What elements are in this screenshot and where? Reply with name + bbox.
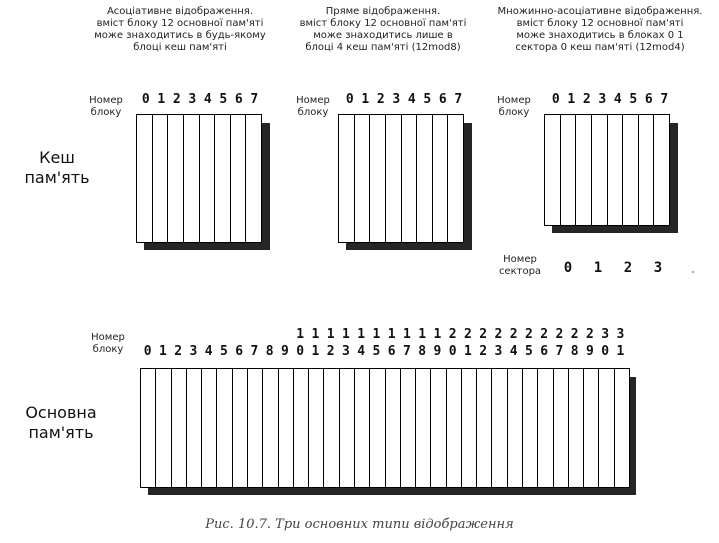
- cache-block: [386, 115, 402, 242]
- main-ones-digit: 1: [616, 344, 625, 359]
- cache-block: [639, 115, 655, 225]
- memory-block: [355, 369, 370, 487]
- associative-digit: 6: [234, 92, 243, 107]
- main-tens-digit: 2: [494, 327, 503, 342]
- direct-block-digits: [342, 92, 466, 107]
- main-tens-digit: 2: [540, 327, 549, 342]
- set-assoc-digit: 6: [644, 92, 653, 107]
- memory-block: [217, 369, 232, 487]
- main-tens-digit: [232, 327, 247, 342]
- cache-block: [215, 115, 231, 242]
- sector-digit: 3: [653, 260, 663, 276]
- cache-block: [417, 115, 433, 242]
- main-ones-digit: 5: [372, 344, 381, 359]
- main-ones-digit: 9: [280, 344, 289, 359]
- main-ones-digit: 0: [448, 344, 457, 359]
- figure-caption: Рис. 10.7. Три основних типи відображення: [205, 517, 514, 532]
- memory-block: [523, 369, 538, 487]
- memory-block: [508, 369, 523, 487]
- main-ones-digit: 4: [204, 344, 213, 359]
- cache-block: [433, 115, 449, 242]
- set-assoc-cache-blocks: [544, 114, 670, 226]
- main-ones-digit: 2: [479, 344, 488, 359]
- memory-block: [248, 369, 263, 487]
- sector-number-label: Номер сектора: [498, 254, 542, 277]
- main-tens-digit: 2: [555, 327, 564, 342]
- cache-block: [608, 115, 624, 225]
- main-tens-digit: [140, 327, 155, 342]
- set-assoc-block-number-label: Номер блоку: [497, 95, 531, 118]
- main-ones-digit: 4: [357, 344, 366, 359]
- set-assoc-digit: 1: [567, 92, 576, 107]
- memory-block: [156, 369, 171, 487]
- main-ones-digit: 1: [311, 344, 320, 359]
- direct-digit: 7: [454, 92, 463, 107]
- memory-block: [615, 369, 629, 487]
- main-tens-digit: 1: [311, 327, 320, 342]
- associative-digit: 2: [172, 92, 181, 107]
- main-ones-digit: 2: [174, 344, 183, 359]
- main-ones-digit: 0: [296, 344, 305, 359]
- main-block-ones-digits: [140, 344, 628, 359]
- associative-digit: 3: [188, 92, 197, 107]
- main-tens-digit: 1: [296, 327, 305, 342]
- main-tens-digit: 1: [418, 327, 427, 342]
- main-tens-digit: 3: [601, 327, 610, 342]
- cache-block: [246, 115, 261, 242]
- cache-block: [370, 115, 386, 242]
- main-tens-digit: [155, 327, 170, 342]
- set-assoc-digit: 3: [598, 92, 607, 107]
- memory-block: [141, 369, 156, 487]
- main-tens-digit: 1: [372, 327, 381, 342]
- memory-block: [538, 369, 553, 487]
- cache-block: [402, 115, 418, 242]
- main-ones-digit: 7: [402, 344, 411, 359]
- cache-block: [231, 115, 247, 242]
- main-tens-digit: 2: [509, 327, 518, 342]
- memory-block: [492, 369, 507, 487]
- main-tens-digit: 1: [326, 327, 335, 342]
- associative-digit: 5: [219, 92, 228, 107]
- set-assoc-block-digits: [548, 92, 672, 107]
- main-ones-digit: 5: [524, 344, 533, 359]
- main-ones-digit: 8: [570, 344, 579, 359]
- set-assoc-digit: 4: [613, 92, 622, 107]
- sector-digit: 1: [593, 260, 603, 276]
- memory-block: [431, 369, 446, 487]
- memory-block: [477, 369, 492, 487]
- direct-digit: 1: [361, 92, 370, 107]
- set-associative-mapping-title: Множинно-асоціативне відображення. вміст блоку 12 основної пам'яті може знаходитись в блоках 0 1 сектора 0 кеш пам'яті (12mod4): [497, 6, 703, 53]
- main-ones-digit: 5: [219, 344, 228, 359]
- memory-block: [187, 369, 202, 487]
- main-tens-digit: 1: [357, 327, 366, 342]
- main-tens-digit: [201, 327, 216, 342]
- associative-digit: 7: [250, 92, 259, 107]
- cache-block: [137, 115, 153, 242]
- sector-digit: 0: [563, 260, 573, 276]
- main-ones-digit: 1: [158, 344, 167, 359]
- main-tens-digit: 2: [448, 327, 457, 342]
- set-assoc-digit: 0: [551, 92, 560, 107]
- main-memory-blocks: [140, 368, 630, 488]
- cache-block: [654, 115, 669, 225]
- cache-block: [184, 115, 200, 242]
- main-ones-digit: 8: [265, 344, 274, 359]
- memory-block: [447, 369, 462, 487]
- cache-block: [561, 115, 577, 225]
- main-tens-digit: 1: [402, 327, 411, 342]
- main-ones-digit: 8: [418, 344, 427, 359]
- cache-block: [448, 115, 463, 242]
- cache-memory-label: Кеш пам'ять: [24, 148, 90, 187]
- memory-block: [462, 369, 477, 487]
- main-ones-digit: 4: [509, 344, 518, 359]
- main-block-tens-digits: [140, 327, 628, 342]
- sector-digit: 2: [623, 260, 633, 276]
- main-tens-digit: [262, 327, 277, 342]
- main-memory-label: Основна пам'ять: [25, 403, 97, 442]
- associative-digit: 0: [141, 92, 150, 107]
- memory-block: [233, 369, 248, 487]
- main-tens-digit: 1: [433, 327, 442, 342]
- set-assoc-digit: 5: [629, 92, 638, 107]
- direct-digit: 5: [423, 92, 432, 107]
- memory-block: [309, 369, 324, 487]
- cache-block: [592, 115, 608, 225]
- direct-digit: 4: [407, 92, 416, 107]
- associative-digit: 4: [203, 92, 212, 107]
- direct-digit: 6: [438, 92, 447, 107]
- main-tens-digit: 3: [616, 327, 625, 342]
- memory-block: [386, 369, 401, 487]
- memory-block: [401, 369, 416, 487]
- memory-block: [416, 369, 431, 487]
- main-tens-digit: [247, 327, 262, 342]
- memory-block: [569, 369, 584, 487]
- memory-block: [202, 369, 217, 487]
- direct-digit: 0: [345, 92, 354, 107]
- main-ones-digit: 6: [540, 344, 549, 359]
- associative-digit: 1: [157, 92, 166, 107]
- main-ones-digit: 6: [387, 344, 396, 359]
- main-ones-digit: 7: [555, 344, 564, 359]
- main-ones-digit: 9: [585, 344, 594, 359]
- direct-block-number-label: Номер блоку: [296, 95, 330, 118]
- direct-digit: 2: [376, 92, 385, 107]
- main-tens-digit: [186, 327, 201, 342]
- main-tens-digit: 2: [479, 327, 488, 342]
- main-tens-digit: [171, 327, 186, 342]
- main-tens-digit: [277, 327, 292, 342]
- main-tens-digit: 2: [570, 327, 579, 342]
- memory-block: [599, 369, 614, 487]
- associative-block-number-label: Номер блоку: [89, 95, 123, 118]
- set-assoc-digit: 7: [660, 92, 669, 107]
- direct-cache-blocks: [338, 114, 464, 243]
- memory-block: [294, 369, 309, 487]
- main-tens-digit: 1: [341, 327, 350, 342]
- scan-speck: [692, 271, 694, 273]
- set-assoc-digit: 2: [582, 92, 591, 107]
- associative-block-digits: [138, 92, 262, 107]
- main-tens-digit: 2: [585, 327, 594, 342]
- cache-block: [355, 115, 371, 242]
- main-ones-digit: 1: [463, 344, 472, 359]
- memory-block: [324, 369, 339, 487]
- main-tens-digit: [216, 327, 231, 342]
- cache-block: [168, 115, 184, 242]
- memory-block: [584, 369, 599, 487]
- main-tens-digit: 2: [463, 327, 472, 342]
- memory-block: [172, 369, 187, 487]
- memory-block: [370, 369, 385, 487]
- memory-block: [263, 369, 278, 487]
- associative-cache-blocks: [136, 114, 262, 243]
- main-block-number-label: Номер блоку: [91, 332, 125, 355]
- main-ones-digit: 2: [326, 344, 335, 359]
- associative-mapping-title: Асоціативне відображення. вміст блоку 12 основної пам'яті може знаходитись в будь-якому блоці кеш пам'яті: [94, 6, 266, 53]
- main-tens-digit: 1: [387, 327, 396, 342]
- main-ones-digit: 3: [494, 344, 503, 359]
- main-ones-digit: 3: [189, 344, 198, 359]
- memory-block: [554, 369, 569, 487]
- sector-digits: [553, 260, 673, 276]
- cache-block: [339, 115, 355, 242]
- main-ones-digit: 0: [143, 344, 152, 359]
- memory-block: [340, 369, 355, 487]
- cache-block: [545, 115, 561, 225]
- cache-block: [153, 115, 169, 242]
- main-ones-digit: 6: [235, 344, 244, 359]
- main-tens-digit: 2: [524, 327, 533, 342]
- direct-digit: 3: [392, 92, 401, 107]
- cache-block: [623, 115, 639, 225]
- main-ones-digit: 0: [601, 344, 610, 359]
- cache-block: [200, 115, 216, 242]
- main-ones-digit: 7: [250, 344, 259, 359]
- main-ones-digit: 3: [341, 344, 350, 359]
- direct-mapping-title: Пряме відображення. вміст блоку 12 основної пам'яті може знаходитись лише в блоці 4 кеш пам'яті (12mod8): [299, 6, 467, 53]
- memory-block: [279, 369, 294, 487]
- main-ones-digit: 9: [433, 344, 442, 359]
- cache-block: [576, 115, 592, 225]
